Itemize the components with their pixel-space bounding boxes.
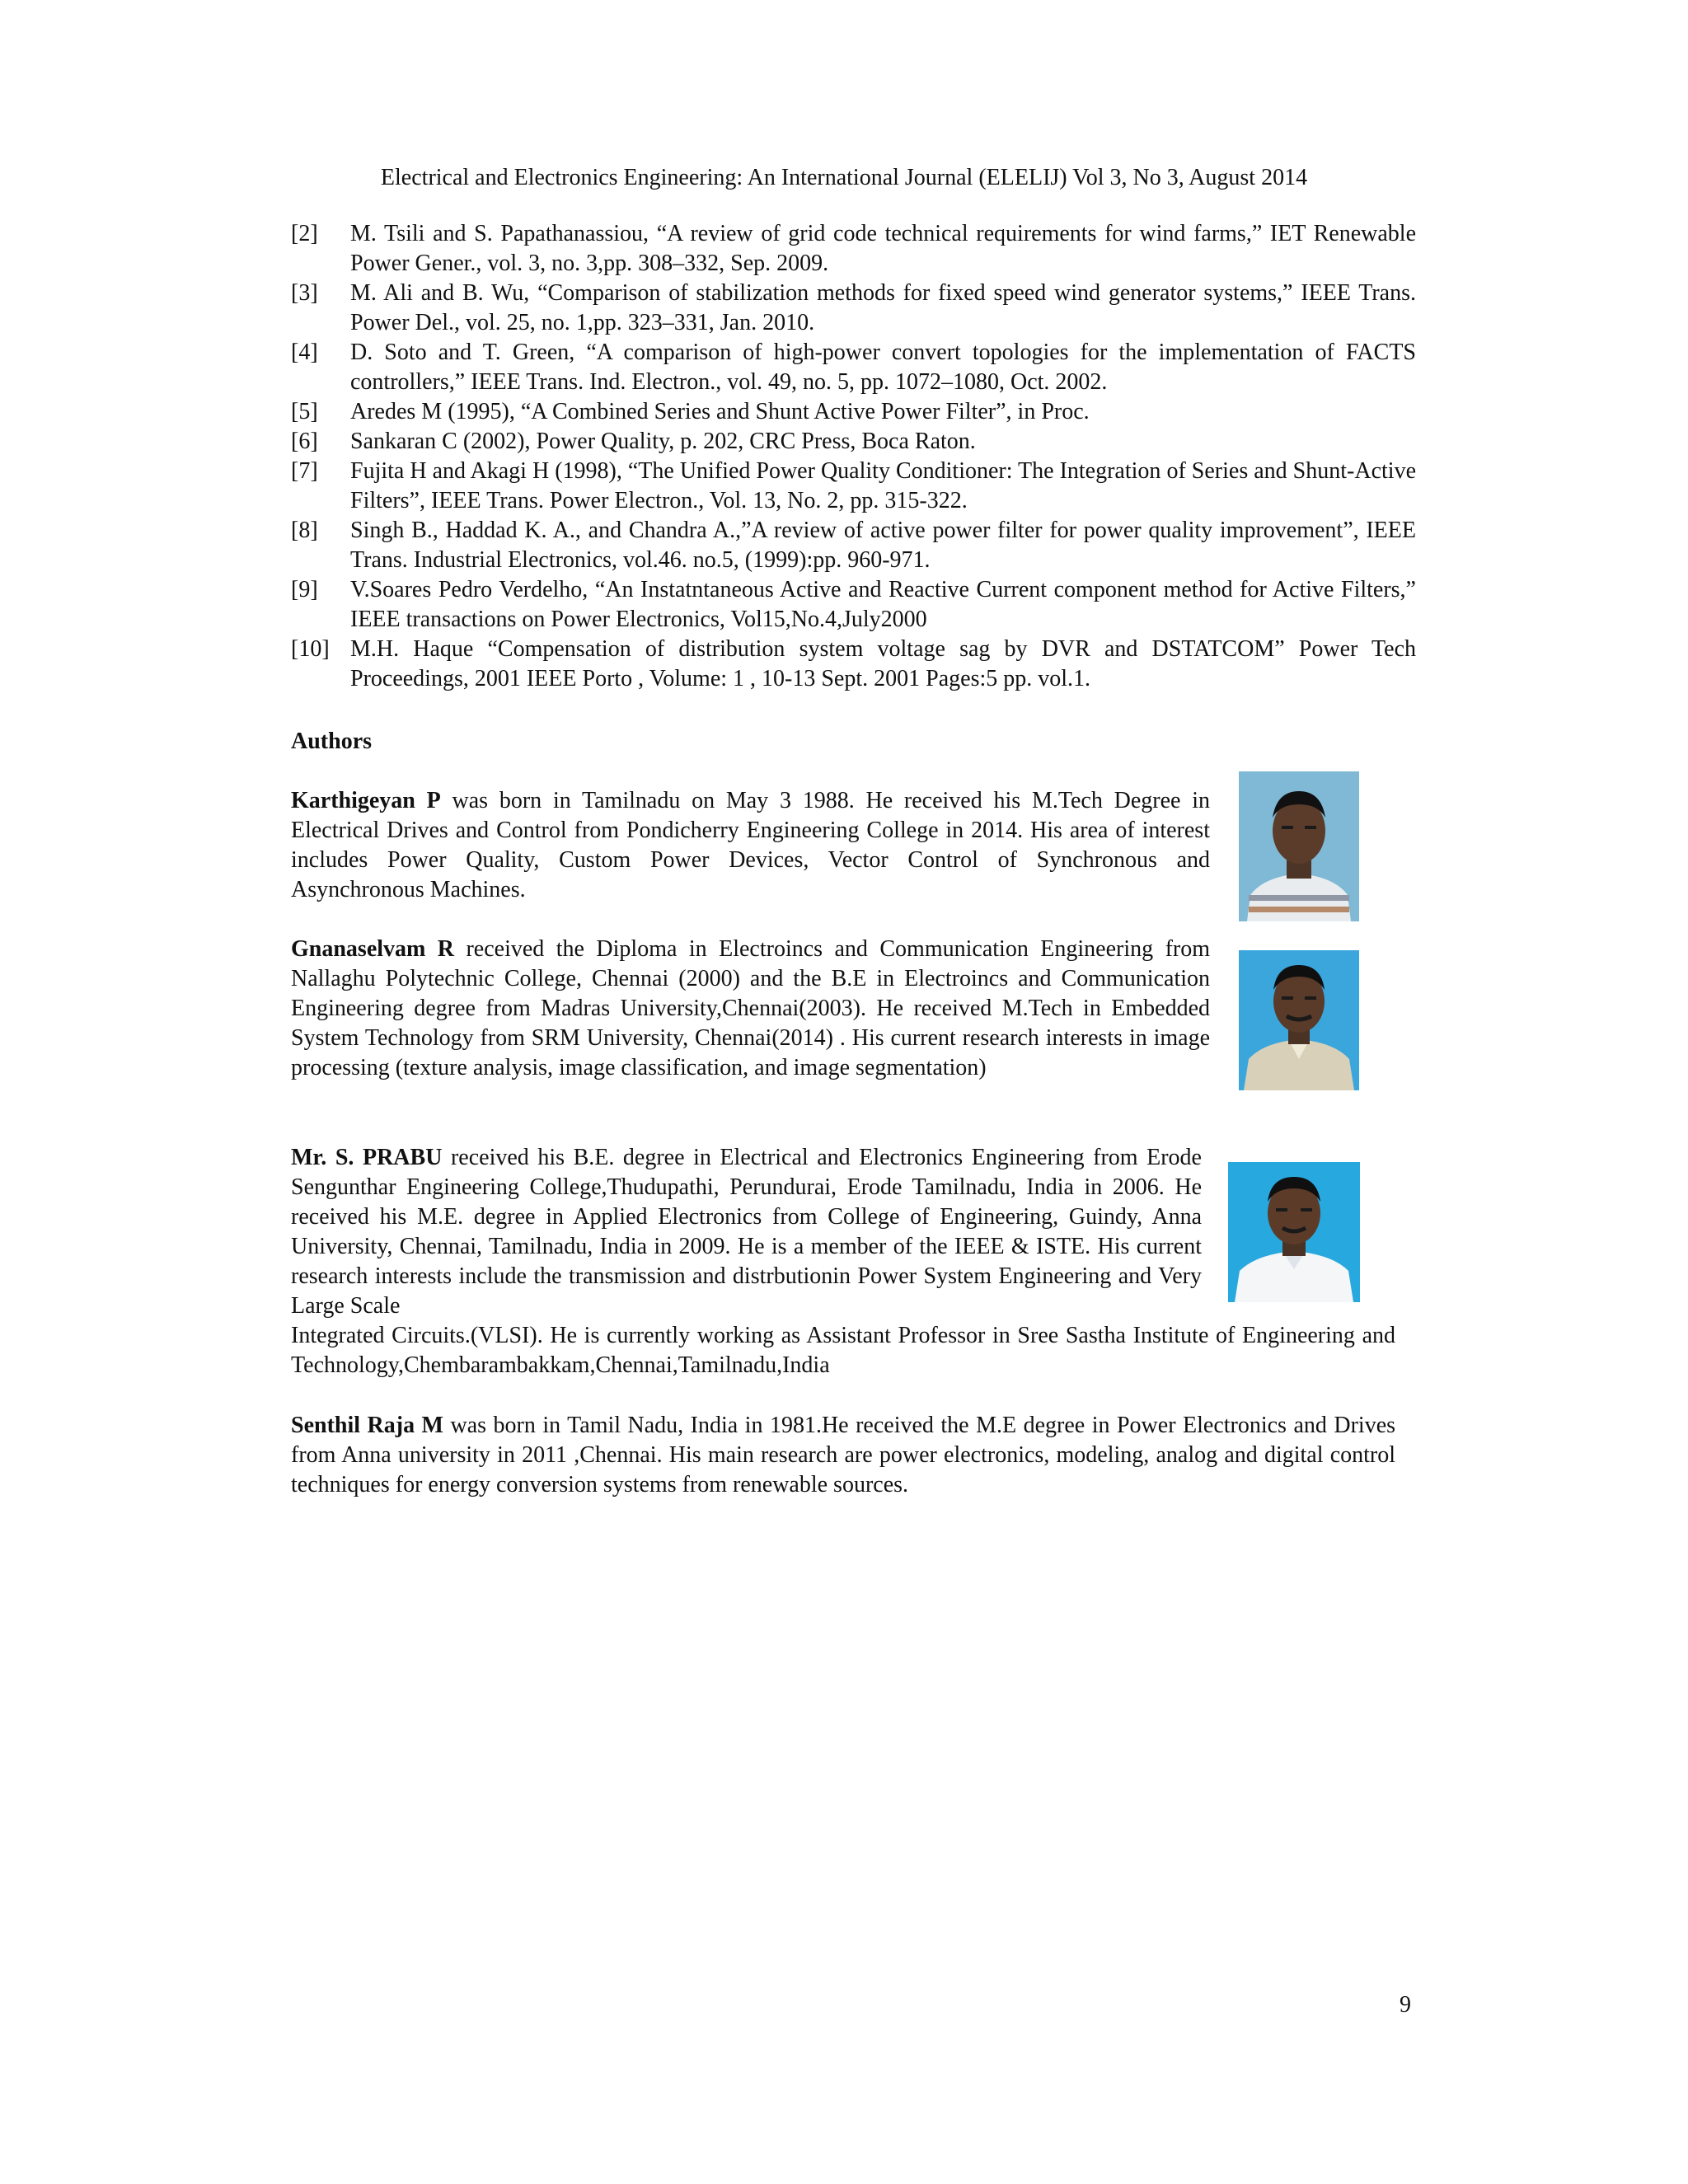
author-photo bbox=[1239, 950, 1359, 1090]
reference-text: D. Soto and T. Green, “A comparison of high-power convert topologies for the implementation of FACTS controllers,” IEEE Trans. Ind. Electron., vol. 49, no. 5, pp. 1072–1080, Oct. 2002. bbox=[350, 340, 1416, 395]
reference-text: Sankaran C (2002), Power Quality, p. 202, CRC Press, Boca Raton. bbox=[350, 429, 976, 454]
reference-number: [7] bbox=[291, 458, 318, 484]
reference-number: [4] bbox=[291, 340, 318, 365]
author-bio-text: received the Diploma in Electroincs and Communication Engineering from Nallaghu Polytechnic College, Chennai (2000) and the B.E in Electroincs and Communication Engineering degree from Madras University,Chennai(2003). He received M.Tech in Embedded System Technology from SRM University, Chennai(2014) . His current research interests in image processing (texture analysis, image classification, and image segmentation) bbox=[291, 936, 1210, 1080]
running-header: Electrical and Electronics Engineering: An International Journal (ELELIJ) Vol 3, No 3, August 2014 bbox=[380, 165, 1308, 190]
author-portrait-icon bbox=[1228, 1162, 1360, 1302]
reference-text: Aredes M (1995), “A Combined Series and Shunt Active Power Filter”, in Proc. bbox=[350, 399, 1090, 424]
reference-list bbox=[291, 219, 1416, 694]
author-portrait-icon bbox=[1239, 950, 1359, 1090]
author-bio bbox=[291, 786, 1210, 905]
reference-item bbox=[291, 427, 1416, 457]
author-bio bbox=[291, 935, 1210, 1083]
reference-number: [2] bbox=[291, 221, 318, 246]
author-portrait-icon bbox=[1239, 771, 1359, 921]
reference-item bbox=[291, 516, 1416, 575]
reference-text: M. Tsili and S. Papathanassiou, “A review of grid code technical requirements for wind farms,” IET Renewable Power Gener., vol. 3, no. 3,pp. 308–332, Sep. 2009. bbox=[350, 221, 1416, 276]
reference-item bbox=[291, 575, 1416, 635]
author-bio-continuation: Integrated Circuits.(VLSI). He is currently working as Assistant Professor in Sree Sastha Institute of Engineering and Technology,Chembarambakkam,Chennai,Tamilnadu,India bbox=[291, 1323, 1395, 1378]
reference-number: [5] bbox=[291, 399, 318, 424]
authors-heading: Authors bbox=[291, 729, 373, 754]
reference-number: [9] bbox=[291, 577, 318, 602]
reference-text: M.H. Haque “Compensation of distribution system voltage sag by DVR and DSTATCOM” Power Tech Proceedings, 2001 IEEE Porto , Volume: 1 , 10-13 Sept. 2001 Pages:5 pp. vol.1. bbox=[350, 636, 1416, 691]
author-bio bbox=[291, 1143, 1202, 1321]
reference-number: [8] bbox=[291, 518, 318, 543]
author-name: Gnanaselvam R bbox=[291, 936, 455, 962]
reference-item bbox=[291, 279, 1416, 338]
reference-number: [6] bbox=[291, 429, 318, 454]
author-name: Karthigeyan P bbox=[291, 788, 441, 813]
reference-text: V.Soares Pedro Verdelho, “An Instatntaneous Active and Reactive Current component method for Active Filters,” IEEE transactions on Power Electronics, Vol15,No.4,July2000 bbox=[350, 577, 1416, 632]
reference-text: Singh B., Haddad K. A., and Chandra A.,”A review of active power filter for power quality improvement”, IEEE Trans. Industrial Electronics, vol.46. no.5, (1999):pp. 960-971. bbox=[350, 518, 1416, 573]
reference-number: [3] bbox=[291, 280, 318, 306]
reference-item bbox=[291, 457, 1416, 516]
author-bio-text: was born in Tamil Nadu, India in 1981.He received the M.E degree in Power Electronics and Drives from Anna university in 2011 ,Chennai. His main research are power electronics, modeling, analog and digital control techniques for energy conversion systems from renewable sources. bbox=[291, 1413, 1396, 1497]
author-bio bbox=[291, 1411, 1395, 1500]
reference-item bbox=[291, 219, 1416, 279]
author-name: Senthil Raja M bbox=[291, 1413, 443, 1438]
author-name: Mr. S. PRABU bbox=[291, 1145, 443, 1170]
reference-item bbox=[291, 397, 1416, 427]
reference-item bbox=[291, 338, 1416, 397]
reference-number: [10] bbox=[291, 636, 330, 662]
reference-item bbox=[291, 635, 1416, 694]
author-photo bbox=[1228, 1162, 1360, 1302]
author-bio-text: was born in Tamilnadu on May 3 1988. He received his M.Tech Degree in Electrical Drives and Control from Pondicherry Engineering College in 2014. His area of interest includes Power Quality, Custom Power Devices, Vector Control of Synchronous and Asynchronous Machines. bbox=[291, 788, 1210, 902]
reference-text: Fujita H and Akagi H (1998), “The Unified Power Quality Conditioner: The Integration of Series and Shunt-Active Filters”, IEEE Trans. Power Electron., Vol. 13, No. 2, pp. 315-322. bbox=[350, 458, 1416, 513]
author-bio-text: received his B.E. degree in Electrical and Electronics Engineering from Erode Sengunthar Engineering College,Thudupathi, Perundurai, Erode Tamilnadu, India in 2006. He received his M.E. degree in Applied Electronics from College of Engineering, Guindy, Anna University, Chennai, Tamilnadu, India in 2009. He is a member of the IEEE & ISTE. His current research interests include the transmission and distrbutionin Power System Engineering and Very Large Scale bbox=[291, 1145, 1202, 1319]
page-number: 9 bbox=[1400, 1992, 1411, 2018]
reference-text: M. Ali and B. Wu, “Comparison of stabilization methods for fixed speed wind generator systems,” IEEE Trans. Power Del., vol. 25, no. 1,pp. 323–331, Jan. 2010. bbox=[350, 280, 1416, 335]
author-photo bbox=[1239, 771, 1359, 921]
